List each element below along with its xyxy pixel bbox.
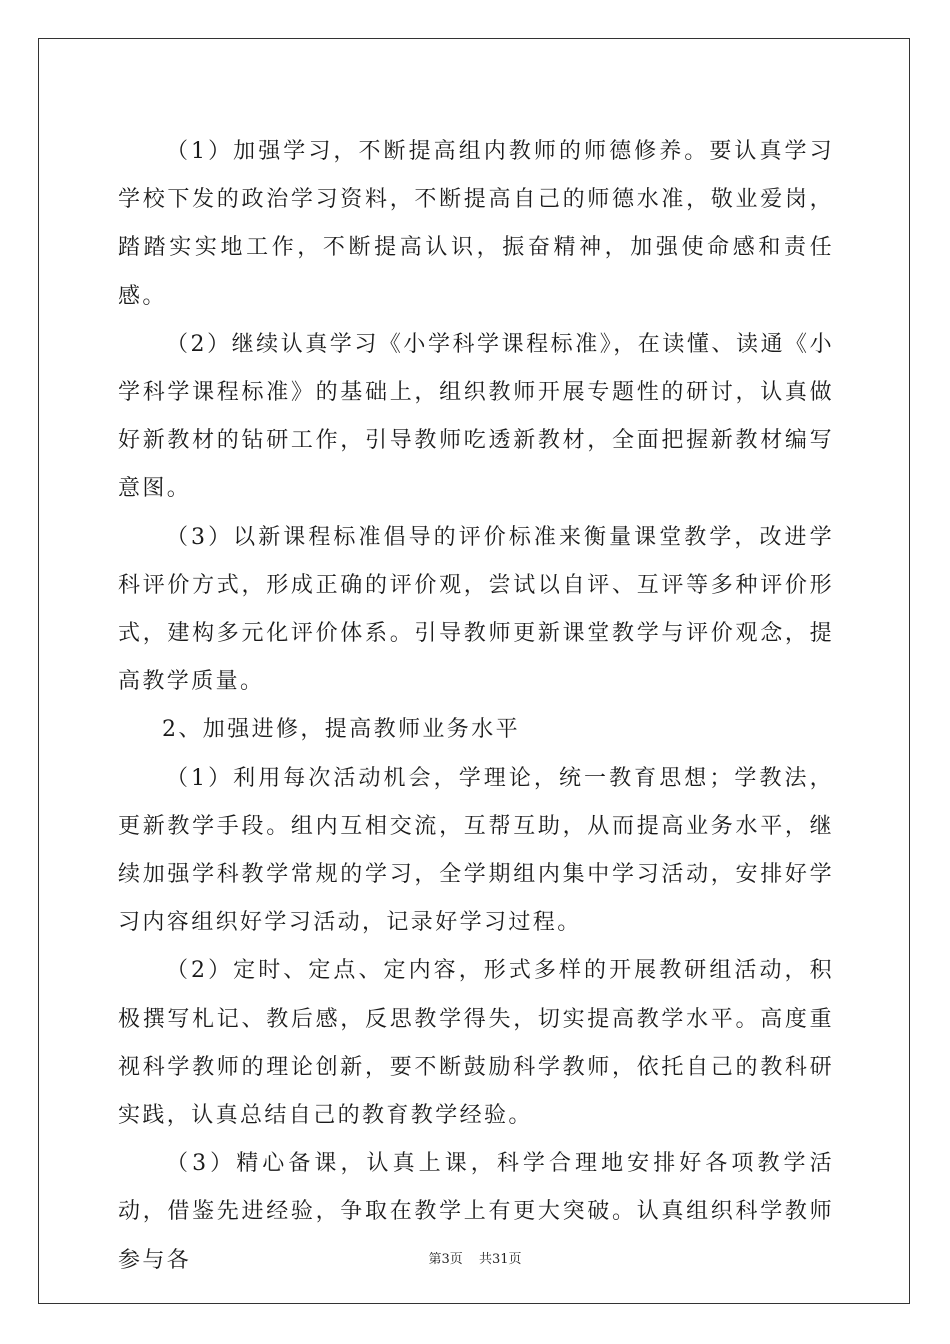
page-number-total: 共31页 [478,1252,522,1267]
page-number-current: 第3页 [428,1252,463,1267]
page-footer [0,1248,950,1267]
paragraph-2-2: （2）定时、定点、定内容，形式多样的开展教研组活动，积极撰写札记、教后感，反思教学得失，切实提高教学水平。高度重视科学教师的理论创新，要不断鼓励科学教师，依托自己的教科研实践，认真总结自己的教育教学经验。 [118,958,834,1129]
paragraph-1-2: （2）继续认真学习《小学科学课程标准》，在读懂、读通《小学科学课程标准》的基础上，组织教师开展专题性的研讨，认真做好新教材的钻研工作，引导教师吃透新教材，全面把握新教材编写意图。 [118,331,834,502]
paragraph-1-1: （1）加强学习，不断提高组内教师的师德修养。要认真学习学校下发的政治学习资料，不断提高自己的师德水准，敬业爱岗，踏踏实实地工作，不断提高认识，振奋精神，加强使命感和责任感。 [118,139,834,309]
paragraph-1-3: （3）以新课程标准倡导的评价标准来衡量课堂教学，改进学科评价方式，形成正确的评价观，尝试以自评、互评等多种评价形式，建构多元化评价体系。引导教师更新课堂教学与评价观念，提高教学质量。 [118,524,834,695]
document-body [118,128,834,1285]
section-heading-2: 2、加强进修，提高教师业务水平 [162,717,520,743]
paragraph-2-1: （1）利用每次活动机会，学理论，统一教育思想；学教法，更新教学手段。组内互相交流，互帮互助，从而提高业务水平，继续加强学科教学常规的学习，全学期组内集中学习活动，安排好学习内容组织好学习活动，记录好学习过程。 [118,765,834,936]
paragraph-2-3: （3）精心备课，认真上课，科学合理地安排好各项教学活动，借鉴先进经验，争取在教学上有更大突破。认真组织科学教师参与各 [118,1151,834,1273]
